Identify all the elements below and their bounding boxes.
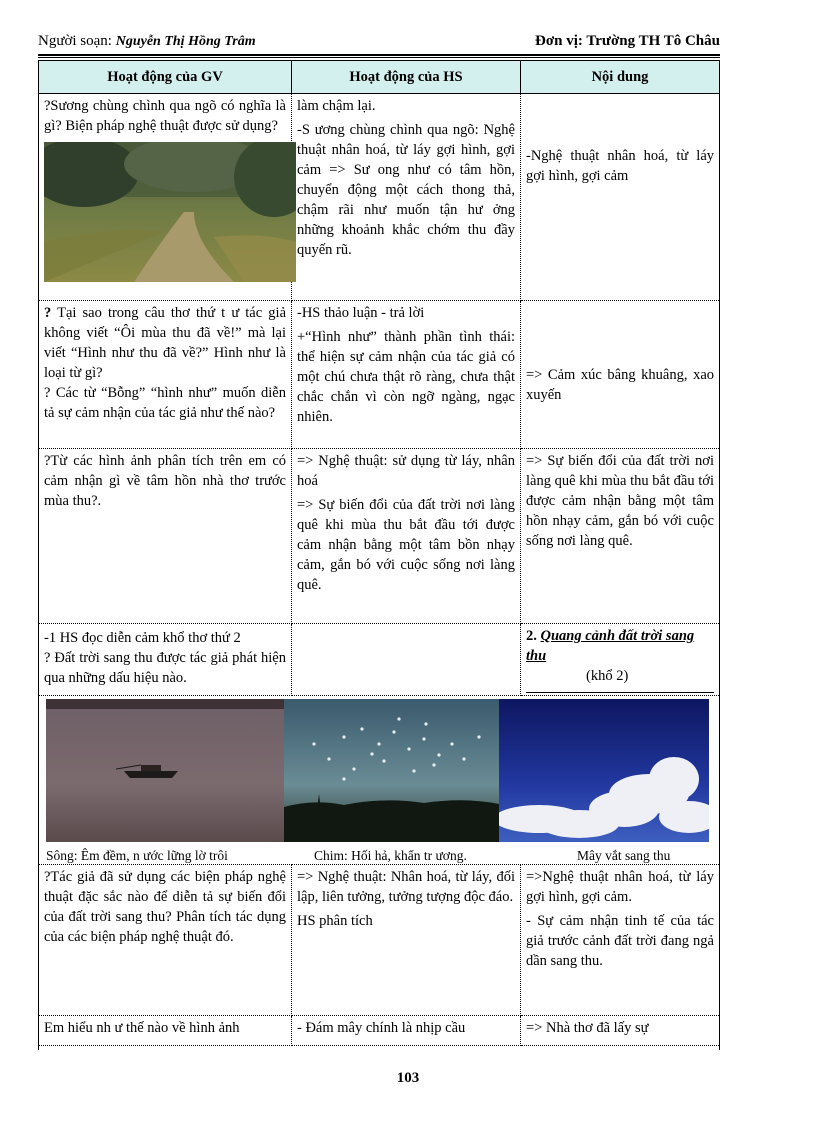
gv-cell — [39, 301, 292, 449]
page-header — [38, 30, 720, 52]
river-boat-photo — [46, 699, 284, 842]
river-caption: Sông: Êm đềm, n ước lững lờ trôi — [46, 848, 228, 863]
content-note: => Sự biến đổi của đất trời nơi làng quê khi mùa thu bắt đầu tới được cảm nhận bằng một tâm hồn nhạy cảm, gắn bó với cuộc sống nơi làng quê. — [526, 453, 714, 549]
table-row — [39, 1016, 719, 1046]
table-row — [39, 94, 719, 301]
gv-cell: Em hiểu nh ư thế nào về hình ảnh — [39, 1016, 292, 1046]
hs-answer-2: -S ương chùng chình qua ngõ: Nghệ thuật nhân hoá, từ láy gợi hình, gợi cảm => Sư ong như có tâm hồn, chuyển động một cách thong thả, chậm rãi như muốn tận hư ởng những khoảnh khắc chớm thu đầy quyến rũ. — [297, 122, 515, 258]
table-row — [39, 624, 719, 696]
content-note-2: - Sự cảm nhận tinh tế của tác giả trước cảnh đất trời đang ngả dần sang thu. — [526, 913, 714, 969]
column-header-content: Nội dung — [521, 61, 720, 94]
column-header-hs: Hoạt động của HS — [292, 61, 521, 94]
gv-question: ?Sương chùng chình qua ngõ có nghĩa là gì? Biện pháp nghệ thuật được sử dụng? — [44, 98, 286, 134]
clouds-sky-photo — [499, 699, 709, 842]
gv-cell — [39, 449, 292, 624]
author-line — [38, 33, 256, 50]
hs-cell — [292, 301, 521, 449]
hs-answer-1: => Nghệ thuật: sử dụng từ láy, nhân hoá — [297, 453, 515, 489]
gv-instruction: -1 HS đọc diễn cảm khổ thơ thứ 2 — [44, 630, 241, 646]
hs-cell: - Đám mây chính là nhịp cầu — [292, 1016, 521, 1046]
content-cell — [521, 449, 720, 624]
content-note-1: =>Nghệ thuật nhân hoá, từ láy gợi hình, gợi cảm. — [526, 869, 714, 905]
gv-question: ?Từ các hình ảnh phân tích trên em có cảm nhận gì về tâm hồn nhà thơ trước mùa thu?. — [44, 453, 286, 509]
hs-cell — [292, 865, 521, 1016]
gv-cell — [39, 94, 292, 301]
gv-question: ?Tác giả đã sử dụng các biện pháp nghệ thuật đặc sắc nào để diễn tả sự biến đổi của đất trời sang thu? Phân tích tác dụng của các biện pháp nghệ thuật đó. — [44, 869, 286, 945]
author-name: Nguyễn Thị Hồng Trâm — [115, 34, 256, 49]
unit-line: Đơn vị: Trường TH Tô Châu — [535, 33, 720, 49]
hs-answer-1: -HS thảo luận - trả lời — [297, 305, 425, 321]
hs-cell — [292, 624, 521, 696]
gv-question: ? Đất trời sang thu được tác giả phát hiện qua những dấu hiệu nào. — [44, 650, 286, 686]
author-label: Người soạn: — [38, 33, 116, 49]
image-row — [39, 696, 719, 865]
section-heading: 2. Quang cảnh đất trời sang thu (khổ 2) — [526, 626, 714, 693]
image-cell — [39, 696, 719, 865]
content-cell — [521, 94, 720, 301]
content-note: => Cảm xúc bâng khuâng, xao xuyến — [526, 367, 714, 403]
birds-caption: Chim: Hối hả, khẩn tr ương. — [314, 848, 467, 863]
hs-answer-1: làm chậm lại. — [297, 98, 376, 114]
section-title: Quang cảnh đất trời sang thu — [526, 628, 695, 664]
image-captions — [39, 842, 719, 864]
lesson-table-frame — [38, 60, 720, 1050]
table-row — [39, 301, 719, 449]
content-cell — [521, 301, 720, 449]
hs-answer-2: HS phân tích — [297, 913, 373, 929]
lesson-table — [39, 60, 719, 1046]
hs-cell — [292, 449, 521, 624]
content-cell — [521, 865, 720, 1016]
content-cell — [521, 624, 720, 696]
header-rule — [38, 54, 720, 56]
image-strip — [46, 699, 719, 842]
section-subtitle: (khổ 2) — [586, 668, 629, 684]
clouds-caption: Mây vắt sang thu — [577, 848, 671, 863]
table-row — [39, 449, 719, 624]
page-number: 103 — [396, 1070, 420, 1086]
hs-cell — [292, 94, 521, 301]
table-row — [39, 865, 719, 1016]
table-header-row — [39, 61, 719, 94]
column-header-gv: Hoạt động của GV — [39, 61, 292, 94]
hs-answer-1: => Nghệ thuật: Nhân hoá, từ láy, đối lập, liên tưởng, tưởng tượng độc đáo. — [297, 869, 515, 905]
hs-answer-2: => Sự biến đổi của đất trời nơi làng quê khi mùa thu bắt đầu tới được cảm nhận bằng một tâm bồn nhạy cảm, gắn bó với cuộc sống nơi làng quê. — [297, 497, 515, 593]
gv-question-words: ? Các từ “Bỗng” “hình như” muốn diễn tả sự cảm nhận của tác giả như thế nào? — [44, 385, 286, 421]
flying-birds-photo — [284, 699, 499, 842]
autumn-path-photo — [44, 142, 296, 282]
header-rule-thin — [38, 57, 720, 58]
gv-cell — [39, 624, 292, 696]
gv-cell — [39, 865, 292, 1016]
content-note: -Nghệ thuật nhân hoá, từ láy gợi hình, gợi cảm — [526, 148, 714, 184]
content-cell: => Nhà thơ đã lấy sự — [521, 1016, 720, 1046]
hs-answer-2: +“Hình như” thành phần tình thái: thể hiện sự cảm nhận của tác giả có một chú chưa thật rõ ràng, chưa thật chắc chắn vì còn ngỡ ngàng, ngạc nhiên. — [297, 329, 515, 425]
gv-question-why: ? Tại sao trong câu thơ thứ t ư tác giả không viết “Ôi mùa thu đã về!” mà lại viết “Hình như thu đã về?” Hình như là loại từ gì? — [44, 305, 286, 381]
